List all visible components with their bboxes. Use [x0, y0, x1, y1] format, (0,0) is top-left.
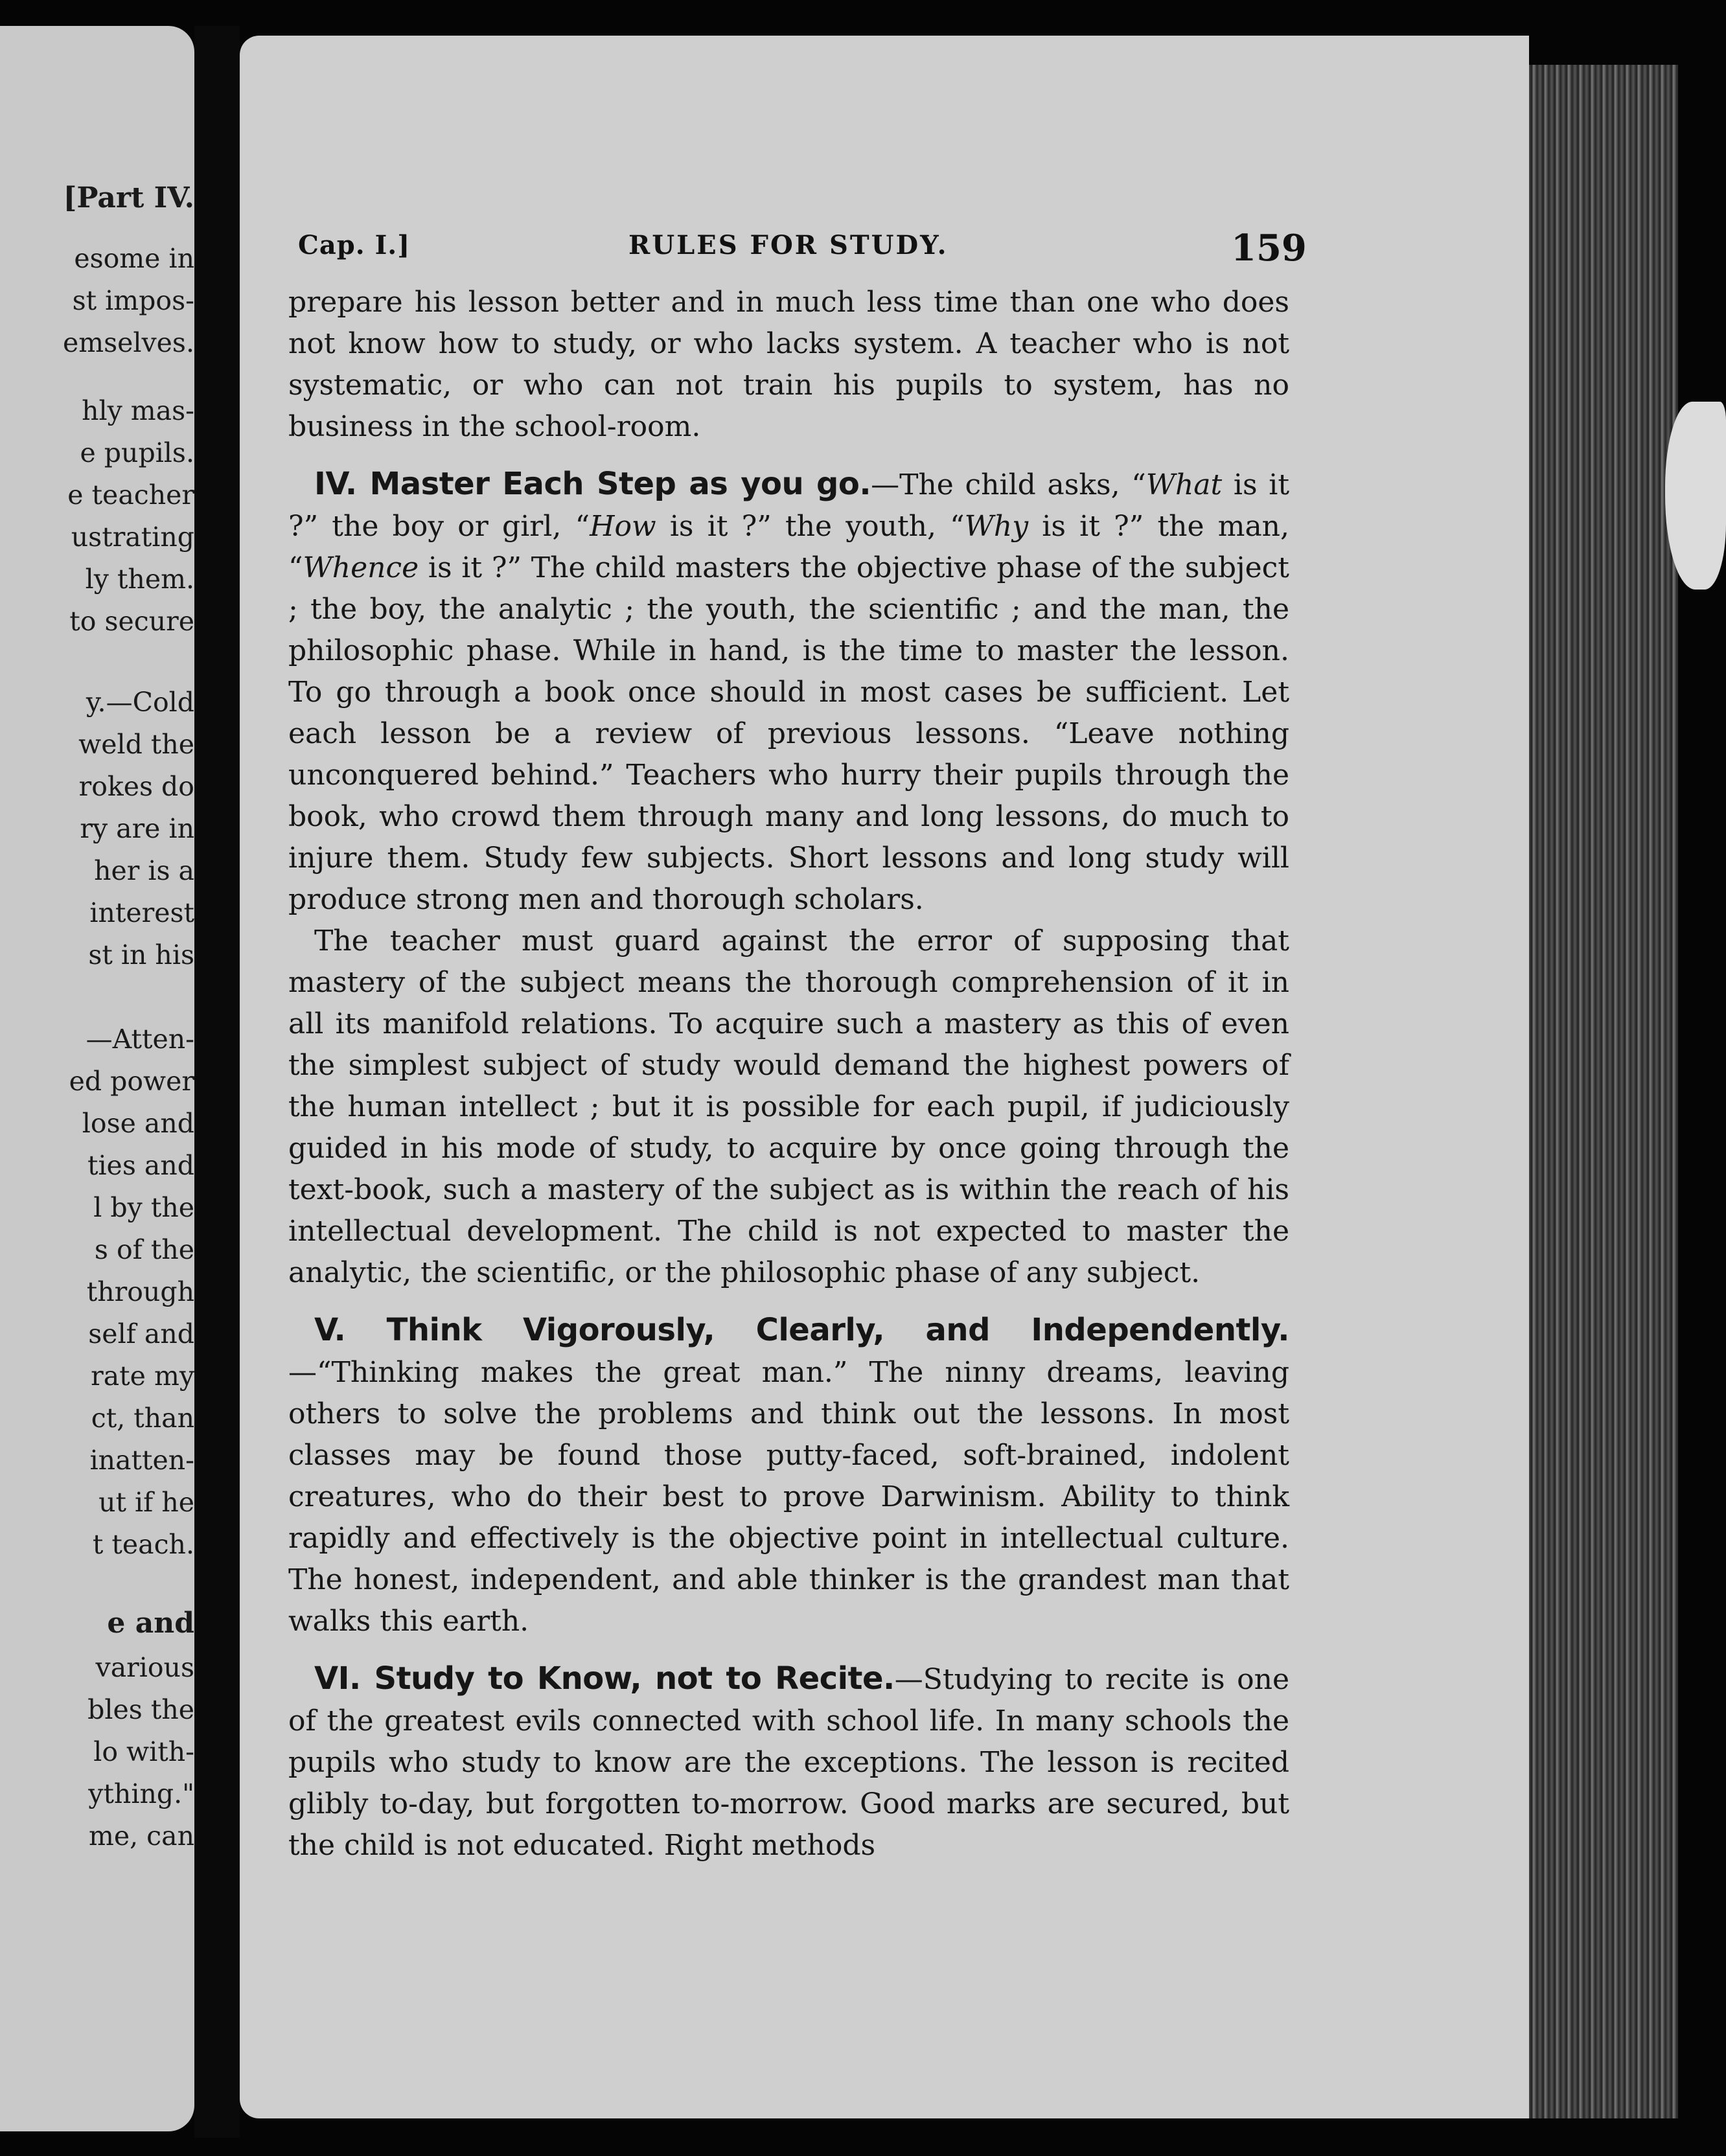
paragraph-teacher: The teacher must guard against the error of supposing that mastery of the subject means the thorough comprehension of it in all its manifold relations. To acquire such a mastery as this of even the simplest subject of study would demand the highest powers of the human intellect ; but it is possible for each pupil, if judiciously guided in his mode of study, to acquire by once going through the text-book, such a mastery of the subject as is within the reach of his intellectual development. The child is not expected to master the analytic, the scientific, or the philosophic phase of any subject.	[288, 924, 1289, 1289]
section-iv-heading: IV. Master Each Step as you go.	[314, 466, 871, 502]
page-number: 159	[1231, 227, 1307, 270]
section-iv-text-b: is it ?” the boy or girl, “	[288, 468, 1289, 543]
facing-page-line: hly mas-	[82, 395, 194, 426]
facing-page-line: e teacher	[67, 479, 194, 510]
section-vi	[288, 1658, 1289, 1866]
page-body	[288, 282, 1289, 1866]
facing-page-line: [Part IV.	[63, 181, 194, 214]
facing-page-line: bles the	[87, 1694, 194, 1725]
facing-page-line: rokes do	[78, 771, 194, 802]
facing-page-left	[0, 26, 194, 2131]
facing-page-line: lose and	[82, 1108, 194, 1139]
section-iv	[288, 463, 1289, 921]
book-page-159	[240, 36, 1529, 2118]
facing-page-line: st in his	[88, 939, 194, 970]
facing-page-line: self and	[88, 1318, 194, 1349]
facing-page-line: s of the	[94, 1234, 194, 1265]
book-gutter	[194, 26, 240, 2138]
section-iv-text-d: is it ?” the man, “	[288, 510, 1290, 584]
facing-page-line: inatten-	[89, 1445, 194, 1476]
facing-page-line: rate my	[91, 1360, 194, 1392]
facing-page-line: to secure	[69, 606, 194, 637]
facing-page-line: ry are in	[80, 813, 194, 844]
facing-page-line: e and	[107, 1607, 194, 1640]
running-header-title: RULES FOR STUDY.	[628, 230, 949, 260]
word-how: How	[590, 510, 656, 543]
section-iv-text-a: —The child asks, “	[871, 468, 1146, 501]
facing-page-line: l by the	[93, 1192, 194, 1223]
facing-page-line: lo with-	[93, 1736, 194, 1767]
facing-page-line: interest	[89, 897, 194, 928]
facing-page-line: ct, than	[91, 1403, 194, 1434]
section-v-heading: V. Think Vigorously, Clearly, and Independently.	[314, 1312, 1289, 1348]
facing-page-line: ties and	[87, 1150, 194, 1181]
facing-page-line: st impos-	[72, 285, 194, 316]
section-v	[288, 1309, 1289, 1642]
facing-page-line: ut if he	[98, 1487, 194, 1518]
section-v-text: —“Thinking makes the great man.” The ninny dreams, leaving others to solve the problems and think out the lessons. In most classes may be found those putty-faced, soft-brained, indolent creatures, who do their best to prove Darwinism. Ability to think rapidly and effectively is the objective point in intellectual culture. The honest, independent, and able thinker is the grandest man that walks this earth.	[288, 1356, 1289, 1638]
facing-page-line: —Atten-	[86, 1024, 194, 1055]
paper-damage	[1665, 402, 1726, 590]
section-iv-text-c: is it ?” the youth, “	[656, 510, 965, 543]
facing-page-line: me, can	[88, 1820, 194, 1852]
facing-page-line: e pupils.	[80, 437, 194, 468]
word-what: What	[1145, 468, 1223, 501]
facing-page-line: emselves.	[62, 327, 194, 358]
section-iv-text-e: is it ?” The child masters the objective phase of the subject ; the boy, the analytic ; the youth, the scientific ; and the man, the philosophic phase. While in hand, is the time to master the lesson. To go through a book once should in most cases be sufficient. Let each lesson be a review of previous lessons. “Leave nothing unconquered behind.” Teachers who hurry their pupils through the book, who crowd them through many and long lessons, do much to injure them. Study few subjects. Short lessons and long study will produce strong men and thorough scholars.	[288, 551, 1289, 916]
facing-page-line: y.—Cold	[86, 687, 194, 718]
facing-page-line: esome in	[74, 243, 194, 274]
word-why: Why	[964, 510, 1029, 543]
facing-page-line: t teach.	[92, 1529, 194, 1560]
facing-page-line: ly them.	[85, 564, 194, 595]
word-whence: Whence	[303, 551, 419, 584]
running-header-chapter: Cap. I.]	[298, 230, 411, 260]
section-vi-heading: VI. Study to Know, not to Recite.	[314, 1660, 895, 1697]
facing-page-line: through	[86, 1276, 194, 1307]
facing-page-line: weld the	[78, 729, 194, 760]
facing-page-line: ustrating	[71, 522, 194, 553]
facing-page-line: her is a	[94, 855, 194, 886]
facing-page-line: ed power	[69, 1066, 194, 1097]
section-vi-text: —Studying to recite is one of the greatest evils connected with school life. In many schools the pupils who study to know are the exceptions. The lesson is recited glibly to-day, but forgotten to-morrow. Good marks are secured, but the child is not educated. Right methods	[288, 1663, 1290, 1862]
paragraph-continued: prepare his lesson better and in much less time than one who does not know how to study, or who lacks system. A teacher who is not systematic, or who can not train his pupils to system, has no business in the school-room.	[288, 286, 1289, 443]
facing-page-line: various	[95, 1652, 194, 1683]
facing-page-line: ything."	[88, 1778, 194, 1809]
